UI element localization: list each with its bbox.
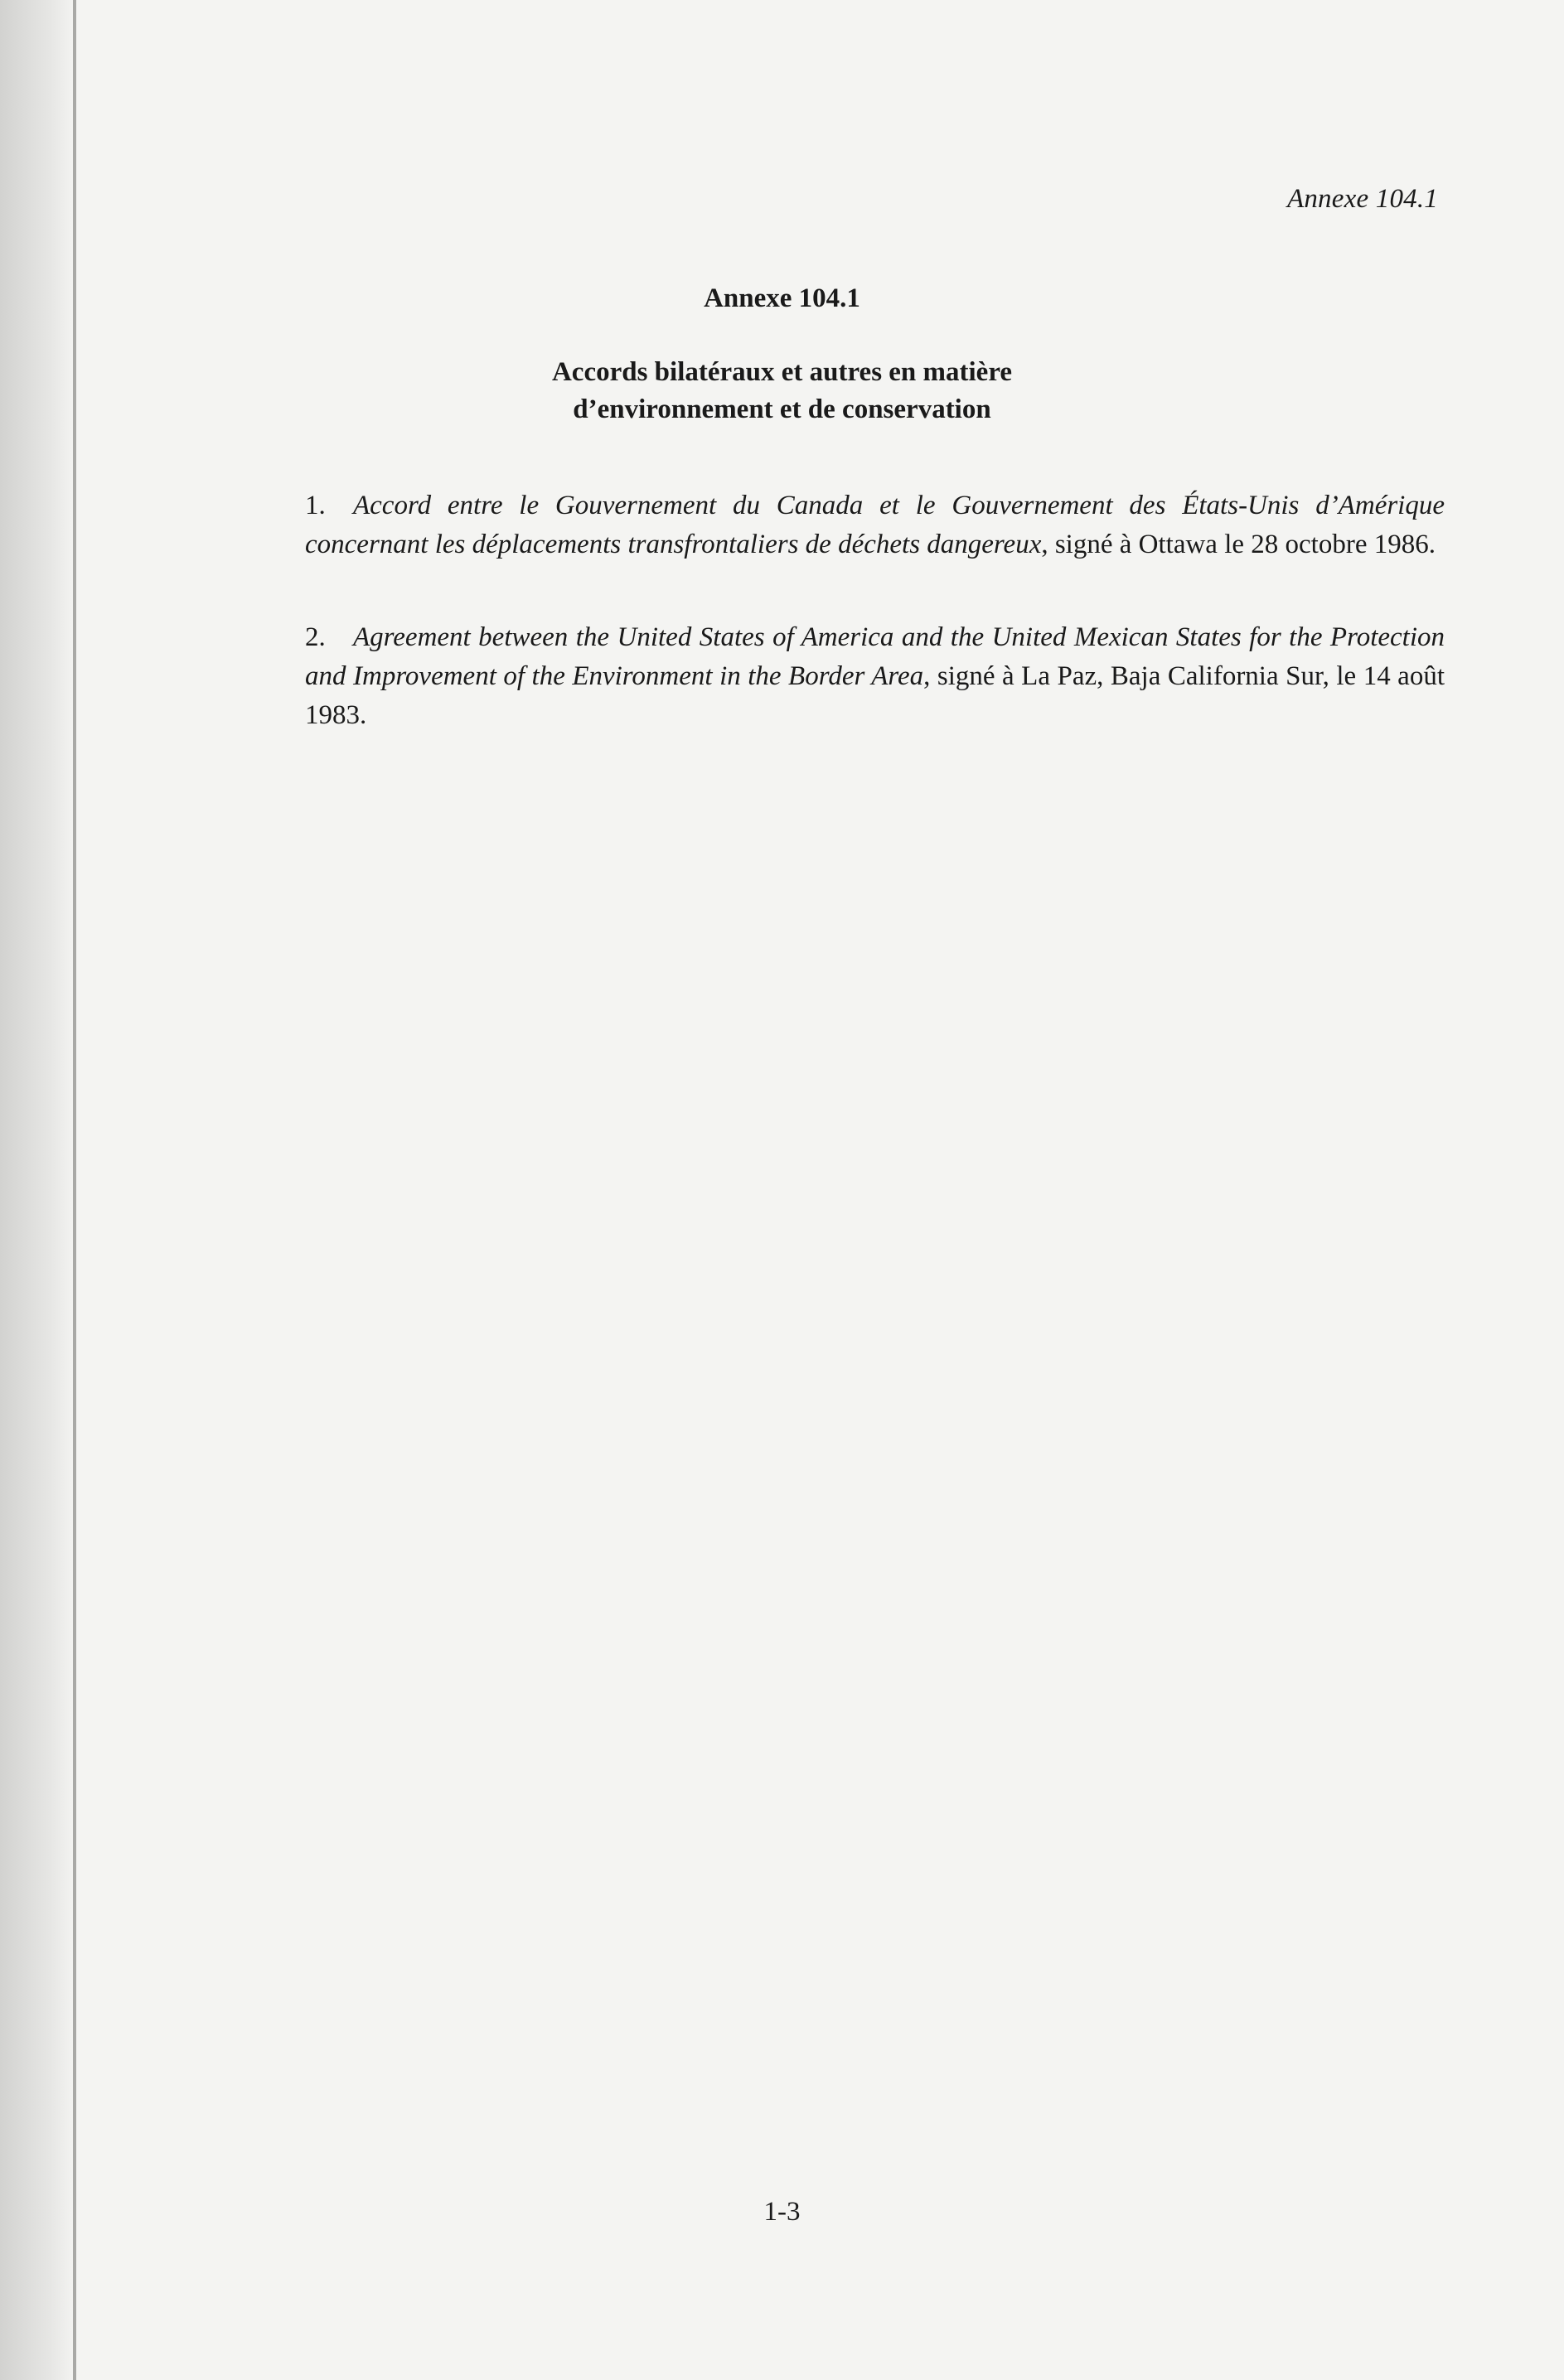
section-heading: [0, 354, 1564, 428]
agreement-title: Accord entre le Gouvernement du Canada et le Gouvernement des États-Unis d’Amérique concernant les déplacements transfrontaliers de déchets dangereux: [305, 491, 1445, 559]
agreement-title: Agreement between the United States of America and the United Mexican States for the Protection and Improvement of the Environment in the Border Area: [305, 622, 1445, 691]
agreement-details: , signé à Ottawa le 28 octobre 1986.: [1041, 530, 1436, 559]
agreement-details: , signé à La Paz, Baja California Sur, le 14 août 1983.: [305, 661, 1445, 730]
item-number: 1.: [305, 491, 326, 520]
item-number: 2.: [305, 622, 326, 652]
agreement-item-1: [305, 486, 1445, 564]
annex-title: Annexe 104.1: [704, 283, 860, 313]
agreement-item-2: [305, 618, 1445, 735]
running-head: Annexe 104.1: [1287, 184, 1438, 214]
section-heading-line-1: Accords bilatéraux et autres en matière: [551, 357, 1013, 387]
page-number: 1-3: [763, 2197, 801, 2227]
section-heading-line-2: d’environnement et de conservation: [573, 394, 991, 424]
